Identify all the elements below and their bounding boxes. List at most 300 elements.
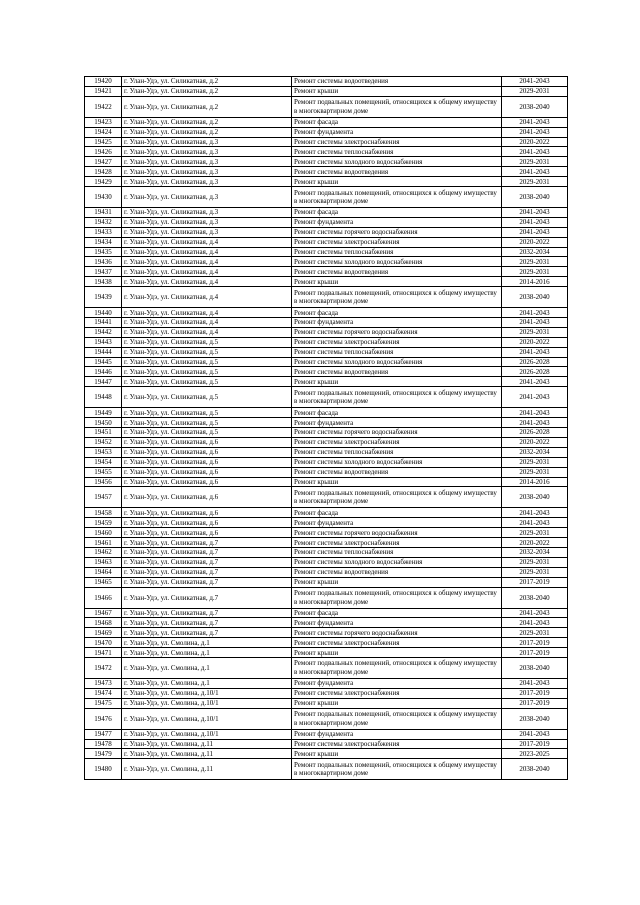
period-cell: 2014-2016 — [502, 477, 568, 487]
period-cell: 2032-2034 — [502, 547, 568, 557]
period-cell: 2041-2043 — [502, 518, 568, 528]
row-number-cell: 19469 — [85, 628, 122, 638]
row-number-cell: 19447 — [85, 377, 122, 387]
work-type-cell: Ремонт системы холодного водоснабжения — [292, 157, 502, 167]
work-type-cell: Ремонт подвальных помещений, относящихся к общему имуществу в многоквартирном доме — [292, 657, 502, 678]
period-cell: 2029-2031 — [502, 177, 568, 187]
work-type-cell: Ремонт подвальных помещений, относящихся к общему имуществу в многоквартирном доме — [292, 387, 502, 408]
table-row — [85, 528, 568, 538]
row-number-cell: 19476 — [85, 708, 122, 729]
period-cell: 2041-2043 — [502, 147, 568, 157]
address-cell: г. Улан-Удэ, ул. Силикатная, д.4 — [122, 327, 292, 337]
period-cell: 2041-2043 — [502, 387, 568, 408]
period-cell: 2041-2043 — [502, 377, 568, 387]
table-row — [85, 628, 568, 638]
table-row — [85, 418, 568, 428]
table-row — [85, 308, 568, 318]
table-row — [85, 327, 568, 337]
address-cell: г. Улан-Удэ, ул. Силикатная, д.7 — [122, 628, 292, 638]
table-row — [85, 217, 568, 227]
period-cell: 2041-2043 — [502, 127, 568, 137]
row-number-cell: 19438 — [85, 277, 122, 287]
period-cell: 2026-2028 — [502, 428, 568, 438]
table-row — [85, 267, 568, 277]
period-cell: 2020-2022 — [502, 137, 568, 147]
period-cell: 2041-2043 — [502, 227, 568, 237]
table-row — [85, 567, 568, 577]
work-type-cell: Ремонт системы холодного водоснабжения — [292, 357, 502, 367]
table-row — [85, 618, 568, 628]
table-row — [85, 678, 568, 688]
row-number-cell: 19479 — [85, 749, 122, 759]
address-cell: г. Улан-Удэ, ул. Смолина, д.1 — [122, 648, 292, 658]
table-row — [85, 167, 568, 177]
row-number-cell: 19473 — [85, 678, 122, 688]
row-number-cell: 19432 — [85, 217, 122, 227]
period-cell: 2029-2031 — [502, 628, 568, 638]
period-cell: 2029-2031 — [502, 567, 568, 577]
period-cell: 2026-2028 — [502, 367, 568, 377]
table-row — [85, 277, 568, 287]
address-cell: г. Улан-Удэ, ул. Смолина, д.10/1 — [122, 698, 292, 708]
table-row — [85, 648, 568, 658]
table-row — [85, 428, 568, 438]
period-cell: 2041-2043 — [502, 418, 568, 428]
address-cell: г. Улан-Удэ, ул. Смолина, д.11 — [122, 759, 292, 780]
work-type-cell: Ремонт крыши — [292, 377, 502, 387]
work-type-cell: Ремонт системы теплоснабжения — [292, 347, 502, 357]
period-cell: 2029-2031 — [502, 257, 568, 267]
address-cell: г. Улан-Удэ, ул. Силикатная, д.5 — [122, 367, 292, 377]
row-number-cell: 19460 — [85, 528, 122, 538]
address-cell: г. Улан-Удэ, ул. Силикатная, д.4 — [122, 277, 292, 287]
address-cell: г. Улан-Удэ, ул. Силикатная, д.6 — [122, 518, 292, 528]
row-number-cell: 19467 — [85, 608, 122, 618]
work-type-cell: Ремонт системы теплоснабжения — [292, 447, 502, 457]
table-row — [85, 477, 568, 487]
row-number-cell: 19425 — [85, 137, 122, 147]
address-cell: г. Улан-Удэ, ул. Силикатная, д.7 — [122, 618, 292, 628]
period-cell: 2038-2040 — [502, 708, 568, 729]
period-cell: 2041-2043 — [502, 508, 568, 518]
work-type-cell: Ремонт системы горячего водоснабжения — [292, 528, 502, 538]
period-cell: 2029-2031 — [502, 467, 568, 477]
row-number-cell: 19452 — [85, 437, 122, 447]
row-number-cell: 19445 — [85, 357, 122, 367]
period-cell: 2038-2040 — [502, 487, 568, 508]
address-cell: г. Улан-Удэ, ул. Силикатная, д.4 — [122, 267, 292, 277]
work-type-cell: Ремонт фундамента — [292, 217, 502, 227]
period-cell: 2020-2022 — [502, 437, 568, 447]
period-cell: 2041-2043 — [502, 208, 568, 218]
period-cell: 2038-2040 — [502, 759, 568, 780]
period-cell: 2023-2025 — [502, 749, 568, 759]
work-type-cell: Ремонт фасада — [292, 117, 502, 127]
address-cell: г. Улан-Удэ, ул. Силикатная, д.7 — [122, 577, 292, 587]
work-type-cell: Ремонт системы электроснабжения — [292, 137, 502, 147]
address-cell: г. Улан-Удэ, ул. Силикатная, д.7 — [122, 557, 292, 567]
address-cell: г. Улан-Удэ, ул. Силикатная, д.5 — [122, 387, 292, 408]
table-row — [85, 96, 568, 117]
period-cell: 2029-2031 — [502, 86, 568, 96]
work-type-cell: Ремонт системы электроснабжения — [292, 638, 502, 648]
period-cell: 2038-2040 — [502, 96, 568, 117]
address-cell: г. Улан-Удэ, ул. Смолина, д.10/1 — [122, 729, 292, 739]
row-number-cell: 19461 — [85, 538, 122, 548]
row-number-cell: 19439 — [85, 287, 122, 308]
work-type-cell: Ремонт системы электроснабжения — [292, 337, 502, 347]
period-cell: 2041-2043 — [502, 618, 568, 628]
address-cell: г. Улан-Удэ, ул. Силикатная, д.6 — [122, 508, 292, 518]
work-type-cell: Ремонт системы электроснабжения — [292, 437, 502, 447]
table-row — [85, 729, 568, 739]
table-row — [85, 257, 568, 267]
period-cell: 2038-2040 — [502, 287, 568, 308]
row-number-cell: 19435 — [85, 247, 122, 257]
work-type-cell: Ремонт фундамента — [292, 318, 502, 328]
address-cell: г. Улан-Удэ, ул. Силикатная, д.4 — [122, 318, 292, 328]
address-cell: г. Улан-Удэ, ул. Силикатная, д.3 — [122, 137, 292, 147]
work-type-cell: Ремонт системы горячего водоснабжения — [292, 428, 502, 438]
work-type-cell: Ремонт системы горячего водоснабжения — [292, 628, 502, 638]
address-cell: г. Улан-Удэ, ул. Силикатная, д.5 — [122, 347, 292, 357]
period-cell: 2017-2019 — [502, 638, 568, 648]
row-number-cell: 19470 — [85, 638, 122, 648]
address-cell: г. Улан-Удэ, ул. Силикатная, д.4 — [122, 247, 292, 257]
row-number-cell: 19427 — [85, 157, 122, 167]
row-number-cell: 19422 — [85, 96, 122, 117]
address-cell: г. Улан-Удэ, ул. Силикатная, д.5 — [122, 337, 292, 347]
address-cell: г. Улан-Удэ, ул. Силикатная, д.4 — [122, 237, 292, 247]
repair-schedule-table — [84, 76, 568, 780]
table-row — [85, 237, 568, 247]
address-cell: г. Улан-Удэ, ул. Смолина, д.1 — [122, 638, 292, 648]
row-number-cell: 19444 — [85, 347, 122, 357]
work-type-cell: Ремонт крыши — [292, 86, 502, 96]
work-type-cell: Ремонт подвальных помещений, относящихся к общему имуществу в многоквартирном доме — [292, 187, 502, 208]
row-number-cell: 19463 — [85, 557, 122, 567]
table-row — [85, 377, 568, 387]
row-number-cell: 19450 — [85, 418, 122, 428]
address-cell: г. Улан-Удэ, ул. Силикатная, д.2 — [122, 127, 292, 137]
address-cell: г. Улан-Удэ, ул. Силикатная, д.4 — [122, 308, 292, 318]
address-cell: г. Улан-Удэ, ул. Силикатная, д.3 — [122, 177, 292, 187]
period-cell: 2029-2031 — [502, 327, 568, 337]
address-cell: г. Улан-Удэ, ул. Смолина, д.11 — [122, 739, 292, 749]
table-row — [85, 487, 568, 508]
period-cell: 2017-2019 — [502, 739, 568, 749]
work-type-cell: Ремонт крыши — [292, 648, 502, 658]
address-cell: г. Улан-Удэ, ул. Силикатная, д.3 — [122, 187, 292, 208]
period-cell: 2038-2040 — [502, 587, 568, 608]
row-number-cell: 19441 — [85, 318, 122, 328]
row-number-cell: 19477 — [85, 729, 122, 739]
address-cell: г. Улан-Удэ, ул. Силикатная, д.2 — [122, 96, 292, 117]
period-cell: 2017-2019 — [502, 577, 568, 587]
row-number-cell: 19429 — [85, 177, 122, 187]
work-type-cell: Ремонт системы теплоснабжения — [292, 547, 502, 557]
row-number-cell: 19474 — [85, 688, 122, 698]
row-number-cell: 19431 — [85, 208, 122, 218]
work-type-cell: Ремонт системы горячего водоснабжения — [292, 327, 502, 337]
table-row — [85, 357, 568, 367]
address-cell: г. Улан-Удэ, ул. Силикатная, д.3 — [122, 147, 292, 157]
table-row — [85, 367, 568, 377]
work-type-cell: Ремонт фасада — [292, 508, 502, 518]
row-number-cell: 19468 — [85, 618, 122, 628]
work-type-cell: Ремонт подвальных помещений, относящихся к общему имуществу в многоквартирном доме — [292, 708, 502, 729]
row-number-cell: 19472 — [85, 657, 122, 678]
row-number-cell: 19443 — [85, 337, 122, 347]
table-row — [85, 137, 568, 147]
period-cell: 2041-2043 — [502, 729, 568, 739]
row-number-cell: 19448 — [85, 387, 122, 408]
work-type-cell: Ремонт системы водоотведения — [292, 267, 502, 277]
row-number-cell: 19449 — [85, 408, 122, 418]
address-cell: г. Улан-Удэ, ул. Силикатная, д.6 — [122, 447, 292, 457]
work-type-cell: Ремонт системы водоотведения — [292, 467, 502, 477]
row-number-cell: 19458 — [85, 508, 122, 518]
table-row — [85, 77, 568, 87]
work-type-cell: Ремонт системы электроснабжения — [292, 237, 502, 247]
period-cell: 2041-2043 — [502, 167, 568, 177]
row-number-cell: 19420 — [85, 77, 122, 87]
work-type-cell: Ремонт системы теплоснабжения — [292, 247, 502, 257]
table-row — [85, 437, 568, 447]
work-type-cell: Ремонт системы водоотведения — [292, 167, 502, 177]
work-type-cell: Ремонт подвальных помещений, относящихся к общему имуществу в многоквартирном доме — [292, 487, 502, 508]
period-cell: 2041-2043 — [502, 308, 568, 318]
row-number-cell: 19434 — [85, 237, 122, 247]
period-cell: 2038-2040 — [502, 187, 568, 208]
table-row — [85, 587, 568, 608]
row-number-cell: 19424 — [85, 127, 122, 137]
table-row — [85, 337, 568, 347]
period-cell: 2017-2019 — [502, 698, 568, 708]
period-cell: 2029-2031 — [502, 267, 568, 277]
table-row — [85, 688, 568, 698]
period-cell: 2017-2019 — [502, 688, 568, 698]
table-row — [85, 318, 568, 328]
table-row — [85, 227, 568, 237]
period-cell: 2029-2031 — [502, 557, 568, 567]
address-cell: г. Улан-Удэ, ул. Силикатная, д.7 — [122, 567, 292, 577]
table-row — [85, 457, 568, 467]
address-cell: г. Улан-Удэ, ул. Силикатная, д.3 — [122, 217, 292, 227]
row-number-cell: 19459 — [85, 518, 122, 528]
row-number-cell: 19437 — [85, 267, 122, 277]
work-type-cell: Ремонт системы водоотведения — [292, 77, 502, 87]
table-row — [85, 287, 568, 308]
row-number-cell: 19471 — [85, 648, 122, 658]
work-type-cell: Ремонт системы холодного водоснабжения — [292, 557, 502, 567]
table-row — [85, 387, 568, 408]
work-type-cell: Ремонт крыши — [292, 277, 502, 287]
period-cell: 2029-2031 — [502, 528, 568, 538]
table-row — [85, 408, 568, 418]
table-row — [85, 177, 568, 187]
row-number-cell: 19454 — [85, 457, 122, 467]
table-row — [85, 347, 568, 357]
row-number-cell: 19428 — [85, 167, 122, 177]
address-cell: г. Улан-Удэ, ул. Силикатная, д.5 — [122, 428, 292, 438]
work-type-cell: Ремонт крыши — [292, 577, 502, 587]
address-cell: г. Улан-Удэ, ул. Силикатная, д.6 — [122, 477, 292, 487]
address-cell: г. Улан-Удэ, ул. Силикатная, д.5 — [122, 408, 292, 418]
work-type-cell: Ремонт системы горячего водоснабжения — [292, 227, 502, 237]
address-cell: г. Улан-Удэ, ул. Силикатная, д.3 — [122, 227, 292, 237]
table-row — [85, 557, 568, 567]
work-type-cell: Ремонт системы электроснабжения — [292, 688, 502, 698]
table-row — [85, 117, 568, 127]
address-cell: г. Улан-Удэ, ул. Силикатная, д.5 — [122, 418, 292, 428]
period-cell: 2014-2016 — [502, 277, 568, 287]
row-number-cell: 19423 — [85, 117, 122, 127]
address-cell: г. Улан-Удэ, ул. Силикатная, д.6 — [122, 467, 292, 477]
row-number-cell: 19466 — [85, 587, 122, 608]
row-number-cell: 19457 — [85, 487, 122, 508]
period-cell: 2041-2043 — [502, 318, 568, 328]
row-number-cell: 19475 — [85, 698, 122, 708]
table-row — [85, 547, 568, 557]
row-number-cell: 19433 — [85, 227, 122, 237]
address-cell: г. Улан-Удэ, ул. Силикатная, д.7 — [122, 538, 292, 548]
address-cell: г. Улан-Удэ, ул. Силикатная, д.2 — [122, 86, 292, 96]
address-cell: г. Улан-Удэ, ул. Смолина, д.10/1 — [122, 708, 292, 729]
work-type-cell: Ремонт крыши — [292, 177, 502, 187]
period-cell: 2041-2043 — [502, 117, 568, 127]
work-type-cell: Ремонт фасада — [292, 308, 502, 318]
work-type-cell: Ремонт системы водоотведения — [292, 367, 502, 377]
table-row — [85, 467, 568, 477]
address-cell: г. Улан-Удэ, ул. Смолина, д.11 — [122, 749, 292, 759]
address-cell: г. Улан-Удэ, ул. Силикатная, д.2 — [122, 77, 292, 87]
table-row — [85, 657, 568, 678]
period-cell: 2026-2028 — [502, 357, 568, 367]
work-type-cell: Ремонт фундамента — [292, 518, 502, 528]
table-row — [85, 759, 568, 780]
table-row — [85, 749, 568, 759]
table-row — [85, 518, 568, 528]
row-number-cell: 19421 — [85, 86, 122, 96]
address-cell: г. Улан-Удэ, ул. Силикатная, д.3 — [122, 167, 292, 177]
row-number-cell: 19436 — [85, 257, 122, 267]
table-row — [85, 538, 568, 548]
work-type-cell: Ремонт фундамента — [292, 678, 502, 688]
address-cell: г. Улан-Удэ, ул. Смолина, д.1 — [122, 678, 292, 688]
table-row — [85, 247, 568, 257]
row-number-cell: 19440 — [85, 308, 122, 318]
work-type-cell: Ремонт системы теплоснабжения — [292, 147, 502, 157]
work-type-cell: Ремонт фундамента — [292, 729, 502, 739]
table-body — [85, 77, 568, 780]
row-number-cell: 19442 — [85, 327, 122, 337]
row-number-cell: 19453 — [85, 447, 122, 457]
period-cell: 2041-2043 — [502, 217, 568, 227]
row-number-cell: 19426 — [85, 147, 122, 157]
table-row — [85, 638, 568, 648]
table-row — [85, 127, 568, 137]
period-cell: 2017-2019 — [502, 648, 568, 658]
address-cell: г. Улан-Удэ, ул. Силикатная, д.5 — [122, 377, 292, 387]
address-cell: г. Улан-Удэ, ул. Силикатная, д.5 — [122, 357, 292, 367]
work-type-cell: Ремонт фундамента — [292, 418, 502, 428]
row-number-cell: 19478 — [85, 739, 122, 749]
period-cell: 2032-2034 — [502, 247, 568, 257]
work-type-cell: Ремонт крыши — [292, 477, 502, 487]
address-cell: г. Улан-Удэ, ул. Силикатная, д.3 — [122, 157, 292, 167]
row-number-cell: 19480 — [85, 759, 122, 780]
period-cell: 2041-2043 — [502, 608, 568, 618]
row-number-cell: 19462 — [85, 547, 122, 557]
table-row — [85, 508, 568, 518]
table-row — [85, 739, 568, 749]
work-type-cell: Ремонт фасада — [292, 408, 502, 418]
address-cell: г. Улан-Удэ, ул. Силикатная, д.3 — [122, 208, 292, 218]
table-row — [85, 698, 568, 708]
address-cell: г. Улан-Удэ, ул. Силикатная, д.7 — [122, 547, 292, 557]
period-cell: 2020-2022 — [502, 237, 568, 247]
period-cell: 2041-2043 — [502, 678, 568, 688]
address-cell: г. Улан-Удэ, ул. Силикатная, д.7 — [122, 608, 292, 618]
period-cell: 2020-2022 — [502, 337, 568, 347]
table-row — [85, 577, 568, 587]
address-cell: г. Улан-Удэ, ул. Смолина, д.1 — [122, 657, 292, 678]
address-cell: г. Улан-Удэ, ул. Силикатная, д.4 — [122, 257, 292, 267]
row-number-cell: 19446 — [85, 367, 122, 377]
table-row — [85, 157, 568, 167]
work-type-cell: Ремонт системы холодного водоснабжения — [292, 457, 502, 467]
work-type-cell: Ремонт подвальных помещений, относящихся к общему имуществу в многоквартирном доме — [292, 287, 502, 308]
period-cell: 2038-2040 — [502, 657, 568, 678]
row-number-cell: 19430 — [85, 187, 122, 208]
table-row — [85, 608, 568, 618]
work-type-cell: Ремонт крыши — [292, 749, 502, 759]
work-type-cell: Ремонт подвальных помещений, относящихся к общему имуществу в многоквартирном доме — [292, 587, 502, 608]
address-cell: г. Улан-Удэ, ул. Силикатная, д.2 — [122, 117, 292, 127]
address-cell: г. Улан-Удэ, ул. Силикатная, д.7 — [122, 587, 292, 608]
period-cell: 2032-2034 — [502, 447, 568, 457]
row-number-cell: 19451 — [85, 428, 122, 438]
work-type-cell: Ремонт фасада — [292, 608, 502, 618]
row-number-cell: 19455 — [85, 467, 122, 477]
period-cell: 2029-2031 — [502, 157, 568, 167]
work-type-cell: Ремонт системы электроснабжения — [292, 538, 502, 548]
row-number-cell: 19464 — [85, 567, 122, 577]
table-row — [85, 86, 568, 96]
work-type-cell: Ремонт системы электроснабжения — [292, 739, 502, 749]
address-cell: г. Улан-Удэ, ул. Силикатная, д.4 — [122, 287, 292, 308]
address-cell: г. Улан-Удэ, ул. Силикатная, д.6 — [122, 437, 292, 447]
address-cell: г. Улан-Удэ, ул. Силикатная, д.6 — [122, 528, 292, 538]
row-number-cell: 19456 — [85, 477, 122, 487]
period-cell: 2020-2022 — [502, 538, 568, 548]
work-type-cell: Ремонт системы водоотведения — [292, 567, 502, 577]
address-cell: г. Улан-Удэ, ул. Силикатная, д.6 — [122, 487, 292, 508]
address-cell: г. Улан-Удэ, ул. Силикатная, д.6 — [122, 457, 292, 467]
work-type-cell: Ремонт системы холодного водоснабжения — [292, 257, 502, 267]
work-type-cell: Ремонт крыши — [292, 698, 502, 708]
work-type-cell: Ремонт фасада — [292, 208, 502, 218]
table-row — [85, 208, 568, 218]
work-type-cell: Ремонт фундамента — [292, 618, 502, 628]
address-cell: г. Улан-Удэ, ул. Смолина, д.10/1 — [122, 688, 292, 698]
table-row — [85, 187, 568, 208]
table-row — [85, 147, 568, 157]
work-type-cell: Ремонт подвальных помещений, относящихся к общему имуществу в многоквартирном доме — [292, 96, 502, 117]
work-type-cell: Ремонт фундамента — [292, 127, 502, 137]
period-cell: 2041-2043 — [502, 408, 568, 418]
